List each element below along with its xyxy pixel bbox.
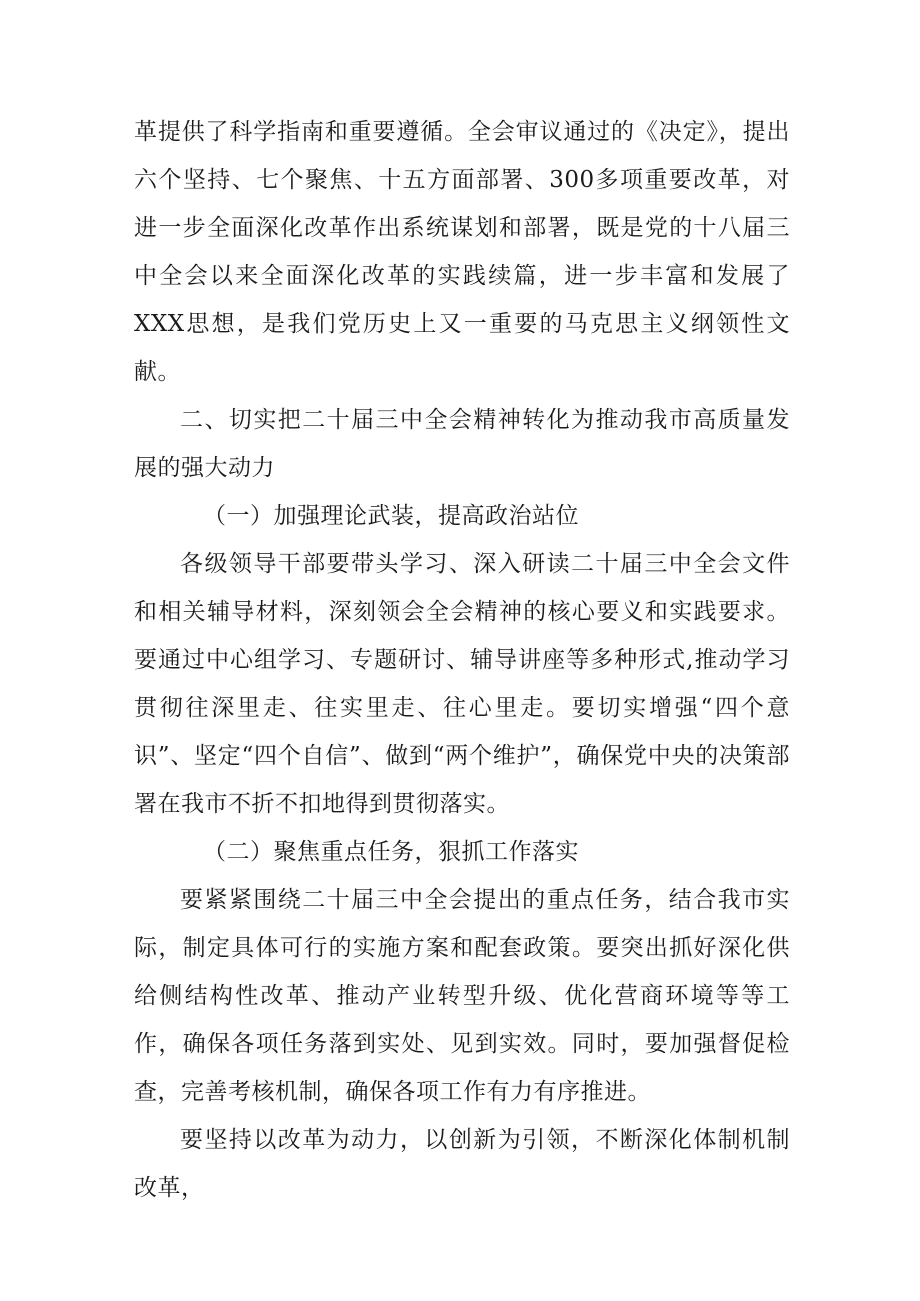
paragraph-tasks: 要紧紧围绕二十届三中全会提出的重点任务，结合我市实际，制定具体可行的实施方案和配套政策。要突出抓好深化供给侧结构性改革、推动产业转型升级、优化营商环境等等工作，确保各项任务落到实处、见到实效。同时，要加强督促检查，完善考核机制，确保各项工作有力有序推进。: [134, 887, 790, 1105]
paragraph-reform: 要坚持以改革为动力，以创新为引领，不断深化体制机制改革，: [134, 1127, 790, 1201]
paragraph-theory: 各级领导干部要带头学习、深入研读二十届三中全会文件和相关辅导材料，深刻领会全会精神的核心要义和实践要求。要通过中心组学习、专题研讨、辅导讲座等多种形式,推动学习贯彻往深里走、往实里走、往心里走。要切实增强“四个意识”、坚定“四个自信”、做到“两个维护”，确保党中央的决策部署在我市不折不扣地得到贯彻落实。: [134, 551, 790, 817]
paragraph-continuation: 革提供了科学指南和重要遵循。全会审议通过的《决定》，提出六个坚持、七个聚焦、十五方面部署、300多项重要改革，对进一步全面深化改革作出系统谋划和部署，既是党的十八届三中全会以来全面深化改革的实践续篇，进一步丰富和发展了XXX思想，是我们党历史上又一重要的马克思主义纲领性文献。: [134, 119, 790, 385]
subsection-heading-1: （一）加强理论武装，提高政治站位: [203, 503, 579, 529]
section-heading: 二、切实把二十届三中全会精神转化为推动我市高质量发展的强大动力: [134, 407, 790, 481]
document-body: [134, 108, 790, 1212]
subsection-heading-2: （二）聚焦重点任务，狠抓工作落实: [203, 839, 579, 865]
